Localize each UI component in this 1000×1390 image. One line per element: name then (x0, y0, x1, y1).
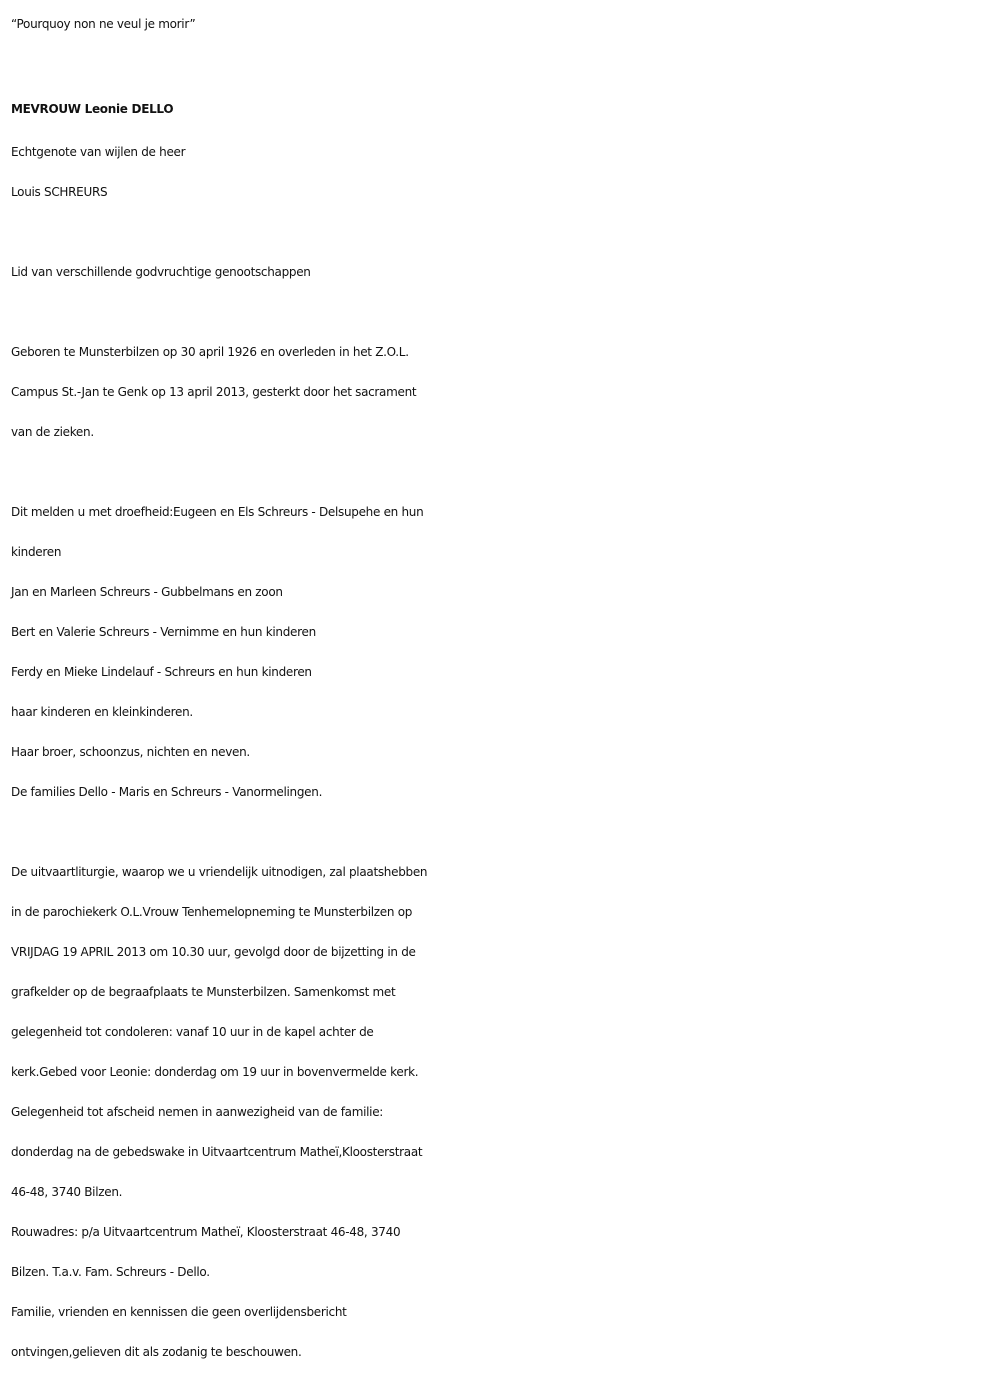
funeral-line: VRIJDAG 19 APRIL 2013 om 10.30 uur, gevolgd door de bijzetting in de (11, 945, 416, 959)
family-block (11, 492, 996, 812)
funeral-line: donderdag na de gebedswake in Uitvaartcentrum Matheï,Kloosterstraat (11, 1145, 423, 1159)
family-line: Dit melden u met droefheid:Eugeen en Els Schreurs - Delsupehe en hun (11, 505, 424, 519)
family-line: Jan en Marleen Schreurs - Gubbelmans en zoon (11, 585, 283, 599)
funeral-line: gelegenheid tot condoleren: vanaf 10 uur in de kapel achter de (11, 1025, 374, 1039)
funeral-line: in de parochiekerk O.L.Vrouw Tenhemelopneming te Munsterbilzen op (11, 905, 413, 919)
spacer (11, 212, 996, 252)
opening-quote: “Pourquoy non ne veul je morir” (11, 17, 196, 31)
funeral-line: Rouwadres: p/a Uitvaartcentrum Matheï, Kloosterstraat 46-48, 3740 (11, 1225, 401, 1239)
family-line: Haar broer, schoonzus, nichten en neven. (11, 745, 250, 759)
spacer (11, 44, 996, 86)
family-line: kinderen (11, 545, 62, 559)
spouse-block (11, 132, 996, 212)
funeral-line: Familie, vrienden en kennissen die geen overlijdensbericht (11, 1305, 347, 1319)
spacer (11, 812, 996, 852)
funeral-line: Gelegenheid tot afscheid nemen in aanwezigheid van de familie: (11, 1105, 384, 1119)
spouse-name-line: Louis SCHREURS (11, 185, 108, 199)
birth-death-line: Geboren te Munsterbilzen op 30 april 1926 en overleden in het Z.O.L. (11, 345, 409, 359)
obituary-notice (11, 4, 996, 1372)
funeral-line: grafkelder op de begraafplaats te Munsterbilzen. Samenkomst met (11, 985, 396, 999)
deceased-name-title: MEVROUW Leonie DELLO (11, 102, 174, 116)
funeral-block (11, 852, 996, 1372)
family-line: Ferdy en Mieke Lindelauf - Schreurs en hun kinderen (11, 665, 312, 679)
family-line: haar kinderen en kleinkinderen. (11, 705, 193, 719)
birth-death-block (11, 332, 996, 452)
spacer (11, 292, 996, 332)
funeral-line: 46-48, 3740 Bilzen. (11, 1185, 123, 1199)
funeral-line: Bilzen. T.a.v. Fam. Schreurs - Dello. (11, 1265, 210, 1279)
funeral-line: kerk.Gebed voor Leonie: donderdag om 19 uur in bovenvermelde kerk. (11, 1065, 419, 1079)
funeral-line: De uitvaartliturgie, waarop we u vriendelijk uitnodigen, zal plaatshebben (11, 865, 428, 879)
funeral-line: ontvingen,gelieven dit als zodanig te beschouwen. (11, 1345, 302, 1359)
spouse-line: Echtgenote van wijlen de heer (11, 145, 186, 159)
family-line: Bert en Valerie Schreurs - Vernimme en hun kinderen (11, 625, 316, 639)
birth-death-line: Campus St.-Jan te Genk op 13 april 2013, gesterkt door het sacrament (11, 385, 417, 399)
birth-death-line: van de zieken. (11, 425, 94, 439)
family-line: De families Dello - Maris en Schreurs - Vanormelingen. (11, 785, 323, 799)
membership-line: Lid van verschillende godvruchtige genootschappen (11, 265, 311, 279)
spacer (11, 452, 996, 492)
